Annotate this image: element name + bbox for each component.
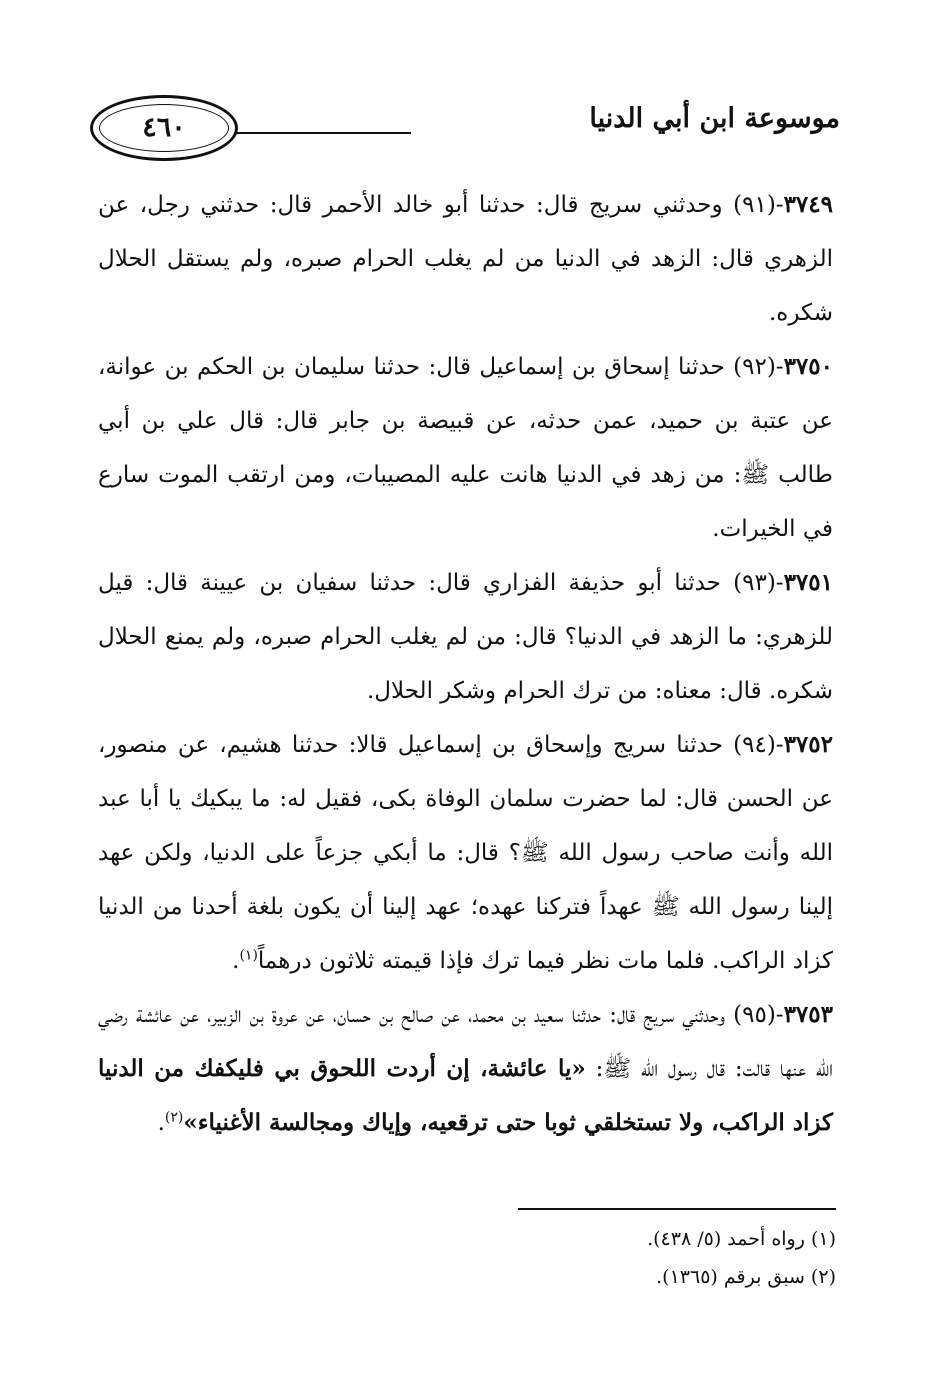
book-title: موسوعة ابن أبي الدنيا (589, 103, 840, 134)
paragraph-text: -(٩١) وحدثني سريج قال: حدثنا أبو خالد الأحمر قال: حدثني رجل، عن الزهري قال: الزهد في الدنيا من لم يغلب الحرام صبره، ولم يستقل الحلال شكره. (98, 192, 833, 326)
hadith-number: ٣٧٥١ (783, 569, 833, 596)
footnote-1: (١) رواه أحمد (٥/ ٤٣٨). (647, 1228, 836, 1250)
hadith-number: ٣٧٥٠ (783, 353, 833, 380)
paragraph-text: -(٩٤) حدثنا سريج وإسحاق بن إسماعيل قالا: حدثنا هشيم، عن منصور، عن الحسن قال: لما حضرت سلمان الوفاة بكى، فقيل له: ما يبكيك يا أبا عبد الله وأنت صاحب رسول الله ﷺ؟ قال: ما أبكي جزعاً على الدنيا، ولكن عهد إلينا رسول الله ﷺ عهداً فتركنا عهده؛ عهد إلينا أن يكون بلغة أحدنا من الدنيا كزاد الراكب. فلما مات نظر فيما ترك فإذا قيمته ثلاثون درهماً (98, 732, 833, 974)
paragraph-3749 (98, 178, 833, 340)
page-header (90, 95, 840, 167)
hadith-number: ٣٧٥٢ (783, 731, 833, 758)
main-text (98, 178, 833, 1150)
paragraph-3750 (98, 340, 833, 556)
hadith-number: ٣٧٤٩ (783, 191, 833, 218)
paragraph-text: -(٩٢) حدثنا إسحاق بن إسماعيل قال: حدثنا سليمان بن الحكم بن عوانة، عن عتبة بن حميد، عمن حدثه، عن قبيصة بن جابر قال: قال علي بن أبي طالب ﷺ: من زهد في الدنيا هانت عليه المصيبات، ومن ارتقب الموت سارع في الخيرات. (98, 354, 833, 542)
paragraph-text: -(٩٥) وحدثني سريج قال: حدثنا سعيد بن محمد، عن صالح بن حسان، عن عروة بن الزبير، عن عائشة رضي الله عنها قالت: قال رسول الله ﷺ: (98, 1002, 833, 1082)
paragraph-3752 (98, 718, 833, 988)
page-number: ٤٦٠ (142, 112, 186, 143)
footnotes (336, 1220, 836, 1296)
paragraph-text: -(٩٣) حدثنا أبو حذيفة الفزاري قال: حدثنا سفيان بن عيينة قال: قيل للزهري: ما الزهد في الدنيا؟ قال: من لم يغلب الحرام صبره، ولم يمنع الحلال شكره. قال: معناه: من ترك الحرام وشكر الحلال. (98, 570, 833, 704)
paragraph-3751 (98, 556, 833, 718)
footnote-marker[interactable]: (١) (239, 947, 258, 964)
footnote-separator (518, 1208, 836, 1210)
hadith-number: ٣٧٥٣ (783, 1001, 833, 1028)
paragraph-end: . (232, 948, 240, 974)
paragraph-3753 (98, 988, 833, 1150)
footnote-2: (٢) سبق برقم (١٣٦٥). (656, 1266, 836, 1288)
header-rule (236, 132, 411, 134)
footnote-marker[interactable]: (٢) (164, 1109, 184, 1126)
paragraph-end: . (157, 1110, 165, 1136)
hadith-quote: «يا عائشة، إن أردت اللحوق بي فليكفك من الدنيا كزاد الراكب، ولا تستخلقي ثوبا حتى ترقعيه، وإياك ومجالسة الأغنياء» (98, 1055, 833, 1136)
